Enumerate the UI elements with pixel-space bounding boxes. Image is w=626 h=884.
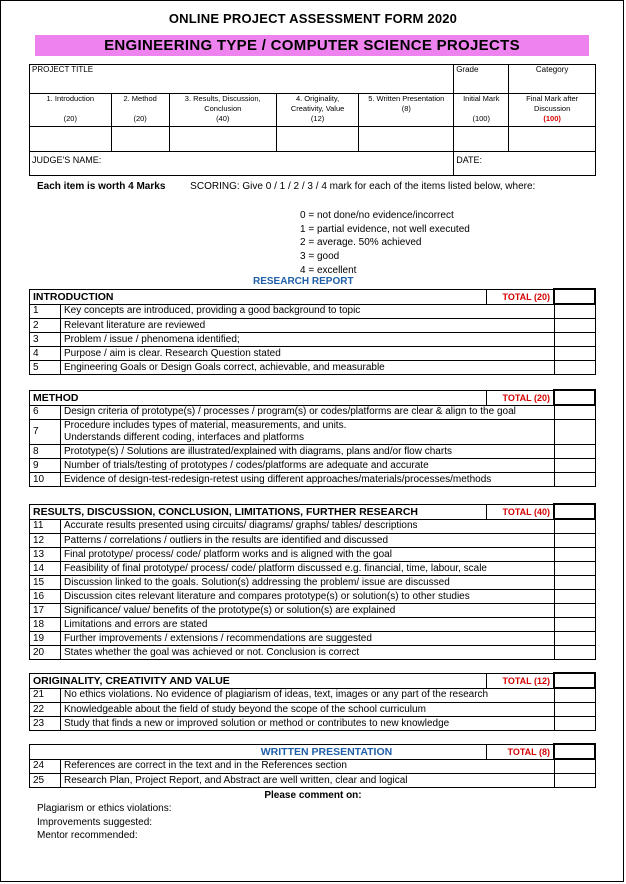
item-description bbox=[61, 459, 555, 473]
item-text: Relevant literature are reviewed bbox=[64, 319, 206, 331]
item-description bbox=[61, 646, 555, 660]
section-title: METHOD bbox=[30, 390, 487, 405]
item-description bbox=[61, 548, 555, 562]
item-score-input[interactable] bbox=[554, 646, 595, 660]
score-input[interactable] bbox=[276, 127, 359, 152]
section-table bbox=[29, 672, 596, 731]
section-total: TOTAL (20) bbox=[487, 289, 555, 304]
item-score-input[interactable] bbox=[554, 420, 595, 445]
item-text: Procedure includes types of material, measurements, and units. bbox=[64, 420, 347, 431]
section-total: TOTAL (20) bbox=[487, 390, 555, 405]
item-text: Accurate results presented using circuits/ diagrams/ graphs/ tables/ descriptions bbox=[64, 520, 418, 532]
item-description bbox=[61, 774, 555, 788]
section-table bbox=[29, 503, 596, 660]
section-total-input[interactable] bbox=[554, 504, 595, 519]
section-total-input[interactable] bbox=[554, 390, 595, 405]
item-text: Evidence of design-test-redesign-retest using different approaches/materials/processes/methods bbox=[64, 473, 492, 485]
item-description bbox=[61, 519, 555, 534]
col-score: (40) bbox=[216, 114, 230, 123]
item-row bbox=[30, 405, 596, 420]
section-title: RESULTS, DISCUSSION, CONCLUSION, LIMITATIONS, FURTHER RESEARCH bbox=[30, 504, 487, 519]
item-text: Limitations and errors are stated bbox=[64, 618, 208, 630]
scoring-scale bbox=[300, 209, 470, 278]
item-number: 3 bbox=[30, 333, 61, 347]
col-results bbox=[169, 94, 276, 127]
section-table bbox=[29, 743, 596, 788]
item-number: 9 bbox=[30, 459, 61, 473]
col-label: 1. Introduction bbox=[46, 94, 95, 103]
comment-improvements: Improvements suggested: bbox=[37, 817, 153, 828]
item-text: Further improvements / extensions / recommendations are suggested bbox=[64, 632, 372, 644]
section-table bbox=[29, 288, 596, 375]
section-total: TOTAL (12) bbox=[487, 673, 555, 688]
item-number: 23 bbox=[30, 717, 61, 731]
item-text: No ethics violations. No evidence of plagiarism of ideas, text, images or any part of the research bbox=[64, 689, 489, 701]
form-title: ONLINE PROJECT ASSESSMENT FORM 2020 bbox=[168, 11, 458, 26]
item-number: 21 bbox=[30, 688, 61, 703]
item-row bbox=[30, 304, 596, 319]
item-text-line2: Understands different coding, interfaces and platforms bbox=[64, 432, 304, 443]
item-row bbox=[30, 473, 596, 487]
item-row bbox=[30, 688, 596, 703]
item-description bbox=[61, 361, 555, 375]
form-subtitle: ENGINEERING TYPE / COMPUTER SCIENCE PROJECTS bbox=[35, 35, 589, 56]
grade-cell[interactable]: Grade bbox=[454, 65, 509, 94]
item-score-input[interactable] bbox=[554, 361, 595, 375]
item-row bbox=[30, 576, 596, 590]
item-text: Patterns / correlations / outliers in the results are identified and discussed bbox=[64, 534, 389, 546]
item-number: 16 bbox=[30, 590, 61, 604]
item-text: Significance/ value/ benefits of the prototype(s) or solution(s) are explained bbox=[64, 604, 396, 616]
col-score: (20) bbox=[63, 114, 77, 123]
section-title: WRITTEN PRESENTATION bbox=[30, 744, 487, 759]
item-score-input[interactable] bbox=[554, 618, 595, 632]
item-score-input[interactable] bbox=[554, 347, 595, 361]
col-written bbox=[359, 94, 454, 127]
comment-plagiarism: Plagiarism or ethics violations: bbox=[37, 803, 172, 814]
col-label: 2. Method bbox=[123, 94, 157, 103]
item-text: Knowledgeable about the field of study beyond the scope of the school curriculum bbox=[64, 703, 426, 715]
col-initial bbox=[454, 94, 509, 127]
item-row bbox=[30, 347, 596, 361]
item-description bbox=[61, 604, 555, 618]
score-input[interactable] bbox=[509, 127, 596, 152]
scale-item: 1 = partial evidence, not well executed bbox=[300, 223, 470, 235]
item-number: 4 bbox=[30, 347, 61, 361]
item-score-input[interactable] bbox=[554, 717, 595, 731]
comment-mentor: Mentor recommended: bbox=[37, 830, 138, 841]
col-method bbox=[111, 94, 169, 127]
section-total: TOTAL (40) bbox=[487, 504, 555, 519]
item-number: 24 bbox=[30, 759, 61, 774]
category-cell[interactable]: Category bbox=[509, 65, 596, 94]
score-input[interactable] bbox=[169, 127, 276, 152]
col-label: Initial Mark bbox=[463, 94, 500, 103]
item-row bbox=[30, 519, 596, 534]
scale-item: 0 = not done/no evidence/incorrect bbox=[300, 210, 454, 221]
section-header-row bbox=[30, 673, 596, 688]
item-text: Prototype(s) / Solutions are illustrated/explained with diagrams, plans and/or flow charts bbox=[64, 445, 452, 457]
item-text: Problem / issue / phenomena identified; bbox=[64, 333, 240, 345]
col-final bbox=[509, 94, 596, 127]
section-header-row bbox=[30, 390, 596, 405]
scale-item: 3 = good bbox=[300, 251, 340, 263]
item-number: 18 bbox=[30, 618, 61, 632]
col-intro bbox=[30, 94, 112, 127]
col-score: (12) bbox=[310, 114, 325, 123]
scoring-line bbox=[37, 181, 535, 192]
item-score-input[interactable] bbox=[554, 548, 595, 562]
item-row bbox=[30, 632, 596, 646]
item-number: 12 bbox=[30, 534, 61, 548]
item-number: 22 bbox=[30, 703, 61, 717]
item-score-input[interactable] bbox=[554, 319, 595, 333]
item-row bbox=[30, 759, 596, 774]
item-number: 10 bbox=[30, 473, 61, 487]
item-description bbox=[61, 759, 555, 774]
col-label: 3. Results, Discussion, Conclusion bbox=[184, 94, 261, 113]
item-number: 20 bbox=[30, 646, 61, 660]
item-description bbox=[61, 534, 555, 548]
score-input[interactable] bbox=[30, 127, 112, 152]
col-score: (8) bbox=[401, 104, 411, 113]
item-text: Discussion cites relevant literature and compares prototype(s) or solution(s) to other studies bbox=[64, 590, 470, 602]
judge-name-cell[interactable] bbox=[30, 152, 454, 176]
item-score-input[interactable] bbox=[554, 590, 595, 604]
comment-heading: Please comment on: bbox=[264, 790, 362, 801]
item-text: Purpose / aim is clear. Research Question stated bbox=[64, 347, 281, 359]
item-row bbox=[30, 445, 596, 459]
section-title: INTRODUCTION bbox=[30, 289, 487, 304]
item-row bbox=[30, 534, 596, 548]
section-header-row bbox=[30, 289, 596, 304]
item-row bbox=[30, 590, 596, 604]
item-number: 5 bbox=[30, 361, 61, 375]
item-number: 15 bbox=[30, 576, 61, 590]
item-number: 13 bbox=[30, 548, 61, 562]
section-total-input[interactable] bbox=[554, 673, 595, 688]
item-description bbox=[61, 420, 555, 445]
item-description bbox=[61, 576, 555, 590]
item-score-input[interactable] bbox=[554, 632, 595, 646]
item-number: 19 bbox=[30, 632, 61, 646]
scale-item: 4 = excellent bbox=[300, 264, 357, 276]
item-number: 6 bbox=[30, 405, 61, 420]
item-description bbox=[61, 632, 555, 646]
item-description bbox=[61, 347, 555, 361]
item-number: 7 bbox=[30, 420, 61, 445]
worth-text: Each item is worth 4 Marks bbox=[37, 181, 166, 192]
col-label: 5. Written Presentation bbox=[368, 94, 445, 103]
item-description bbox=[61, 618, 555, 632]
item-text: Engineering Goals or Design Goals correct, achievable, and measurable bbox=[64, 361, 385, 373]
item-description bbox=[61, 590, 555, 604]
header-table bbox=[29, 64, 596, 176]
scoring-instruction: SCORING: Give 0 / 1 / 2 / 3 / 4 mark for each of the items listed below, where: bbox=[190, 181, 536, 192]
item-score-input[interactable] bbox=[554, 759, 595, 774]
item-description bbox=[61, 333, 555, 347]
item-row bbox=[30, 548, 596, 562]
item-score-input[interactable] bbox=[554, 576, 595, 590]
item-text: References are correct in the text and in the References section bbox=[64, 760, 347, 772]
score-input[interactable] bbox=[454, 127, 509, 152]
item-score-input[interactable] bbox=[554, 774, 595, 788]
item-description bbox=[61, 473, 555, 487]
item-row bbox=[30, 562, 596, 576]
item-score-input[interactable] bbox=[554, 562, 595, 576]
date-label: DATE: bbox=[456, 155, 483, 165]
item-score-input[interactable] bbox=[554, 604, 595, 618]
item-score-input[interactable] bbox=[554, 534, 595, 548]
item-score-input[interactable] bbox=[554, 405, 595, 420]
judge-label: JUDGE'S NAME: bbox=[32, 155, 102, 165]
item-score-input[interactable] bbox=[554, 445, 595, 459]
scale-item: 2 = average. 50% achieved bbox=[300, 237, 422, 249]
col-label: Final Mark after Discussion bbox=[526, 94, 579, 113]
item-description bbox=[61, 304, 555, 319]
item-number: 8 bbox=[30, 445, 61, 459]
item-score-input[interactable] bbox=[554, 459, 595, 473]
item-row bbox=[30, 703, 596, 717]
col-score: (100) bbox=[543, 114, 561, 123]
item-text: Key concepts are introduced, providing a good background to topic bbox=[64, 305, 361, 317]
item-text: Research Plan, Project Report, and Abstract are well written, clear and logical bbox=[64, 774, 408, 786]
item-row bbox=[30, 420, 596, 445]
section-total: TOTAL (8) bbox=[487, 744, 555, 759]
item-text: Design criteria of prototype(s) / processes / program(s) or codes/platforms are clear & align to the goal bbox=[64, 406, 516, 418]
section-header-row bbox=[30, 504, 596, 519]
score-input[interactable] bbox=[359, 127, 454, 152]
col-originality bbox=[276, 94, 359, 127]
item-row bbox=[30, 459, 596, 473]
item-number: 1 bbox=[30, 304, 61, 319]
section-total-input[interactable] bbox=[554, 289, 595, 304]
item-description bbox=[61, 562, 555, 576]
item-row bbox=[30, 774, 596, 788]
item-score-input[interactable] bbox=[554, 703, 595, 717]
item-row bbox=[30, 604, 596, 618]
item-score-input[interactable] bbox=[554, 333, 595, 347]
item-number: 17 bbox=[30, 604, 61, 618]
item-number: 2 bbox=[30, 319, 61, 333]
item-description bbox=[61, 445, 555, 459]
item-row bbox=[30, 646, 596, 660]
item-score-input[interactable] bbox=[554, 519, 595, 534]
item-row bbox=[30, 333, 596, 347]
score-input[interactable] bbox=[111, 127, 169, 152]
item-number: 14 bbox=[30, 562, 61, 576]
item-row bbox=[30, 319, 596, 333]
item-row bbox=[30, 618, 596, 632]
item-text: Feasibility of final prototype/ process/ code/ platform discussed e.g. financial, time, labour, scale bbox=[64, 562, 487, 574]
item-text: Final prototype/ process/ code/ platform works and is aligned with the goal bbox=[64, 548, 392, 560]
col-score: (20) bbox=[133, 114, 147, 123]
item-score-input[interactable] bbox=[554, 473, 595, 487]
section-header-row bbox=[30, 744, 596, 759]
item-score-input[interactable] bbox=[554, 688, 595, 703]
section-total-input[interactable] bbox=[554, 744, 595, 759]
item-text: States whether the goal was achieved or not. Conclusion is correct bbox=[64, 646, 360, 658]
project-title-cell[interactable]: PROJECT TITLE bbox=[30, 65, 454, 94]
item-description bbox=[61, 688, 555, 703]
section-table bbox=[29, 389, 596, 487]
item-description bbox=[61, 319, 555, 333]
item-row bbox=[30, 361, 596, 375]
item-description bbox=[61, 717, 555, 731]
item-number: 25 bbox=[30, 774, 61, 788]
date-cell[interactable] bbox=[454, 152, 596, 176]
col-label: 4. Originality, Creativity, Value bbox=[290, 94, 345, 113]
item-text: Study that finds a new or improved solution or method or contributes to new knowledge bbox=[64, 717, 450, 729]
section-title: ORIGINALITY, CREATIVITY AND VALUE bbox=[30, 673, 487, 688]
item-score-input[interactable] bbox=[554, 304, 595, 319]
item-number: 11 bbox=[30, 519, 61, 534]
item-text: Discussion linked to the goals. Solution(s) addressing the problem/ issue are discussed bbox=[64, 576, 450, 588]
item-description bbox=[61, 405, 555, 420]
item-description bbox=[61, 703, 555, 717]
col-score: (100) bbox=[472, 114, 490, 123]
research-report-heading: RESEARCH REPORT bbox=[253, 276, 354, 287]
item-row bbox=[30, 717, 596, 731]
item-text: Number of trials/testing of prototypes / codes/platforms are adequate and accurate bbox=[64, 459, 429, 471]
